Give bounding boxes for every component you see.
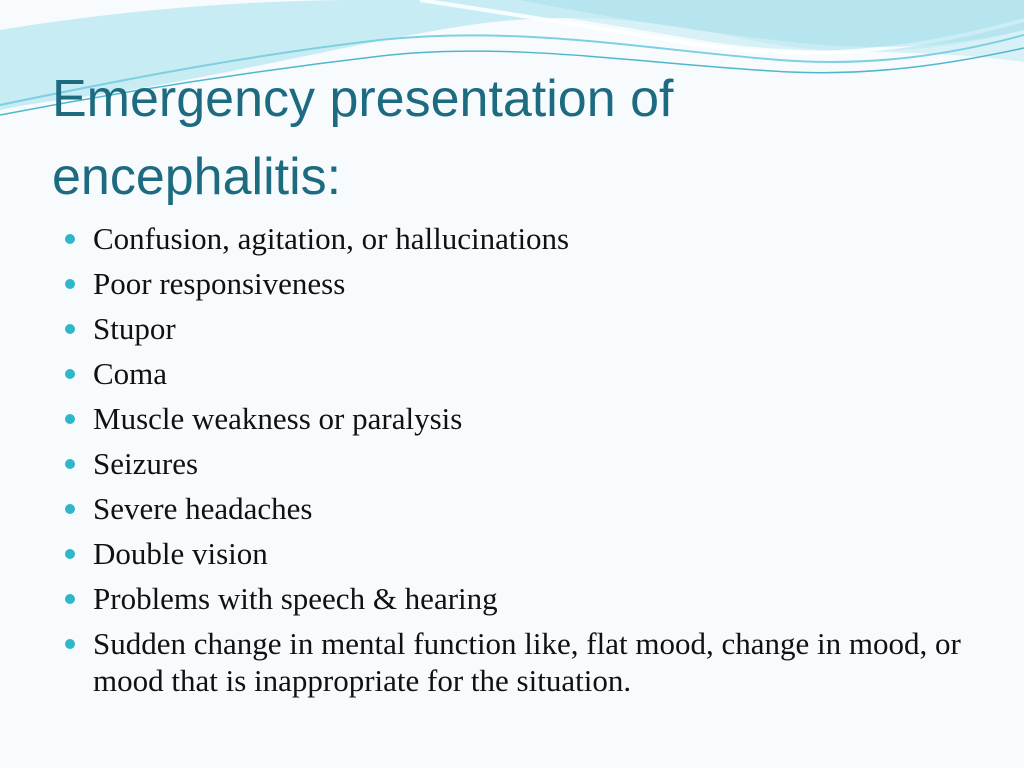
list-item-text: Confusion, agitation, or hallucinations (93, 221, 570, 256)
list-item (63, 535, 963, 572)
list-item (63, 220, 963, 257)
list-item-text: Sudden change in mental function like, flat mood, change in mood, or mood that is inappropriate for the situation. (93, 626, 961, 698)
list-item-text: Poor responsiveness (93, 266, 346, 301)
list-item (63, 355, 963, 392)
bullet-dot-icon (65, 549, 75, 559)
list-item-text: Severe headaches (93, 491, 313, 526)
bullet-dot-icon (65, 594, 75, 604)
bullet-dot-icon (65, 369, 75, 379)
list-item (63, 625, 963, 699)
list-item-text: Seizures (93, 446, 199, 481)
list-item (63, 490, 963, 527)
symptom-list (63, 220, 963, 707)
bullet-dot-icon (65, 504, 75, 514)
slide-title (52, 60, 952, 216)
bullet-dot-icon (65, 639, 75, 649)
bullet-dot-icon (65, 414, 75, 424)
slide-title-line-2: encephalitis: (52, 148, 342, 206)
list-item-text: Muscle weakness or paralysis (93, 401, 463, 436)
list-item-text: Problems with speech & hearing (93, 581, 498, 616)
list-item (63, 400, 963, 437)
bullet-dot-icon (65, 279, 75, 289)
slide-title-line-1: Emergency presentation of (52, 70, 674, 128)
bullet-dot-icon (65, 234, 75, 244)
list-item (63, 310, 963, 347)
list-item (63, 580, 963, 617)
list-item-text: Double vision (93, 536, 268, 571)
list-item-text: Coma (93, 356, 168, 391)
list-item (63, 265, 963, 302)
bullet-dot-icon (65, 459, 75, 469)
list-item (63, 445, 963, 482)
list-item-text: Stupor (93, 311, 176, 346)
bullet-dot-icon (65, 324, 75, 334)
